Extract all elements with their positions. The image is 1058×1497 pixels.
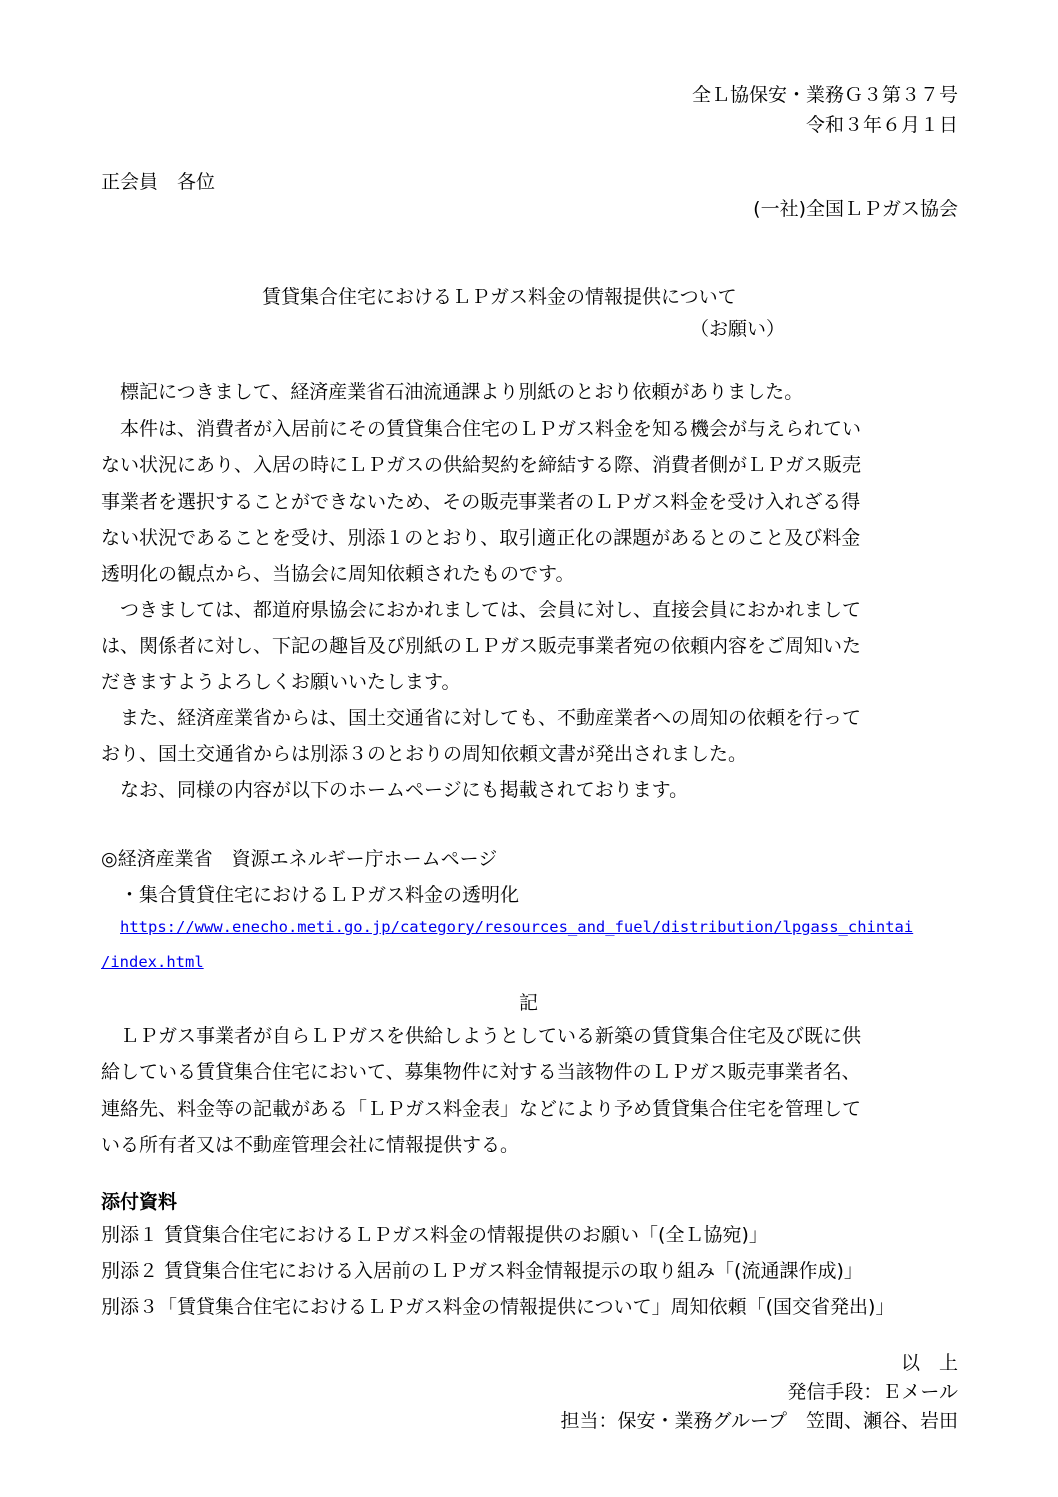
reference-item: ・集合賃貸住宅におけるＬＰガス料金の透明化 xyxy=(101,884,520,906)
issue-date: 令和３年６月１日 xyxy=(805,114,958,136)
body-line-3: ない状況にあり、入居の時にＬＰガスの供給契約を締結する際、消費者側がＬＰガス販売 xyxy=(101,454,862,476)
attachment-item-2: 別添２ 賃貸集合住宅における入居前のＬＰガス料金情報提示の取り組み「(流通課作成)」 xyxy=(101,1260,863,1282)
body-line-10: また、経済産業省からは、国土交通省に対しても、不動産業者への周知の依頼を行って xyxy=(101,707,862,729)
reference-url-line-2[interactable]: /index.html xyxy=(101,953,204,971)
contact-person: 担当：保安・業務グループ 笠間、瀬谷、岩田 xyxy=(560,1410,958,1432)
document-number: 全Ｌ協保安・業務Ｇ３第３７号 xyxy=(691,84,958,106)
attachments-heading: 添付資料 xyxy=(101,1191,178,1213)
body-line-6: 透明化の観点から、当協会に周知依頼されたものです。 xyxy=(101,563,575,585)
body-line-8: は、関係者に対し、下記の趣旨及び別紙のＬＰガス販売事業者宛の依頼内容をご周知いた xyxy=(101,635,862,657)
recipient: 正会員 各位 xyxy=(101,171,216,193)
send-method: 発信手段：Ｅメール xyxy=(787,1381,958,1403)
attachment-item-1: 別添１ 賃貸集合住宅におけるＬＰガス料金の情報提供のお願い「(全Ｌ協宛)」 xyxy=(101,1224,768,1246)
body-line-9: だきますようよろしくお願いいたします。 xyxy=(101,671,461,693)
reference-url-line-1[interactable]: https://www.enecho.meti.go.jp/category/resources_and_fuel/distribution/lpgass_chintai xyxy=(120,918,914,936)
attachment-item-3: 別添３「賃貸集合住宅におけるＬＰガス料金の情報提供について」周知依頼「(国交省発出)」 xyxy=(101,1296,895,1318)
ki-line-3: 連絡先、料金等の記載がある「ＬＰガス料金表」などにより予め賃貸集合住宅を管理して xyxy=(101,1098,862,1120)
end-mark: 以 上 xyxy=(900,1352,958,1374)
ki-line-1: ＬＰガス事業者が自らＬＰガスを供給しようとしている新築の賃貸集合住宅及び既に供 xyxy=(101,1025,862,1047)
body-line-12: なお、同様の内容が以下のホームページにも掲載されております。 xyxy=(101,779,689,801)
document-subtitle: （お願い） xyxy=(690,318,786,340)
sender: (一社)全国ＬＰガス協会 xyxy=(753,198,958,220)
body-line-11: おり、国土交通省からは別添３のとおりの周知依頼文書が発出されました。 xyxy=(101,743,748,765)
ki-line-4: いる所有者又は不動産管理会社に情報提供する。 xyxy=(101,1134,520,1156)
body-line-1: 標記につきまして、経済産業省石油流通課より別紙のとおり依頼がありました。 xyxy=(101,381,804,403)
body-line-5: ない状況であることを受け、別添１のとおり、取引適正化の課題があるとのこと及び料金 xyxy=(101,527,861,549)
body-line-4: 事業者を選択することができないため、その販売事業者のＬＰガス料金を受け入れざる得 xyxy=(101,491,861,513)
body-line-2: 本件は、消費者が入居前にその賃貸集合住宅のＬＰガス料金を知る機会が与えられてい xyxy=(101,418,862,440)
reference-heading: ◎経済産業省 資源エネルギー庁ホームページ xyxy=(101,848,498,870)
body-line-7: つきましては、都道府県協会におかれましては、会員に対し、直接会員におかれまして xyxy=(101,599,862,621)
ki-line-2: 給している賃貸集合住宅において、募集物件に対する当該物件のＬＰガス販売事業者名、 xyxy=(101,1061,861,1083)
ki-heading: 記 xyxy=(519,992,539,1014)
document-title: 賃貸集合住宅におけるＬＰガス料金の情報提供について xyxy=(262,286,737,308)
